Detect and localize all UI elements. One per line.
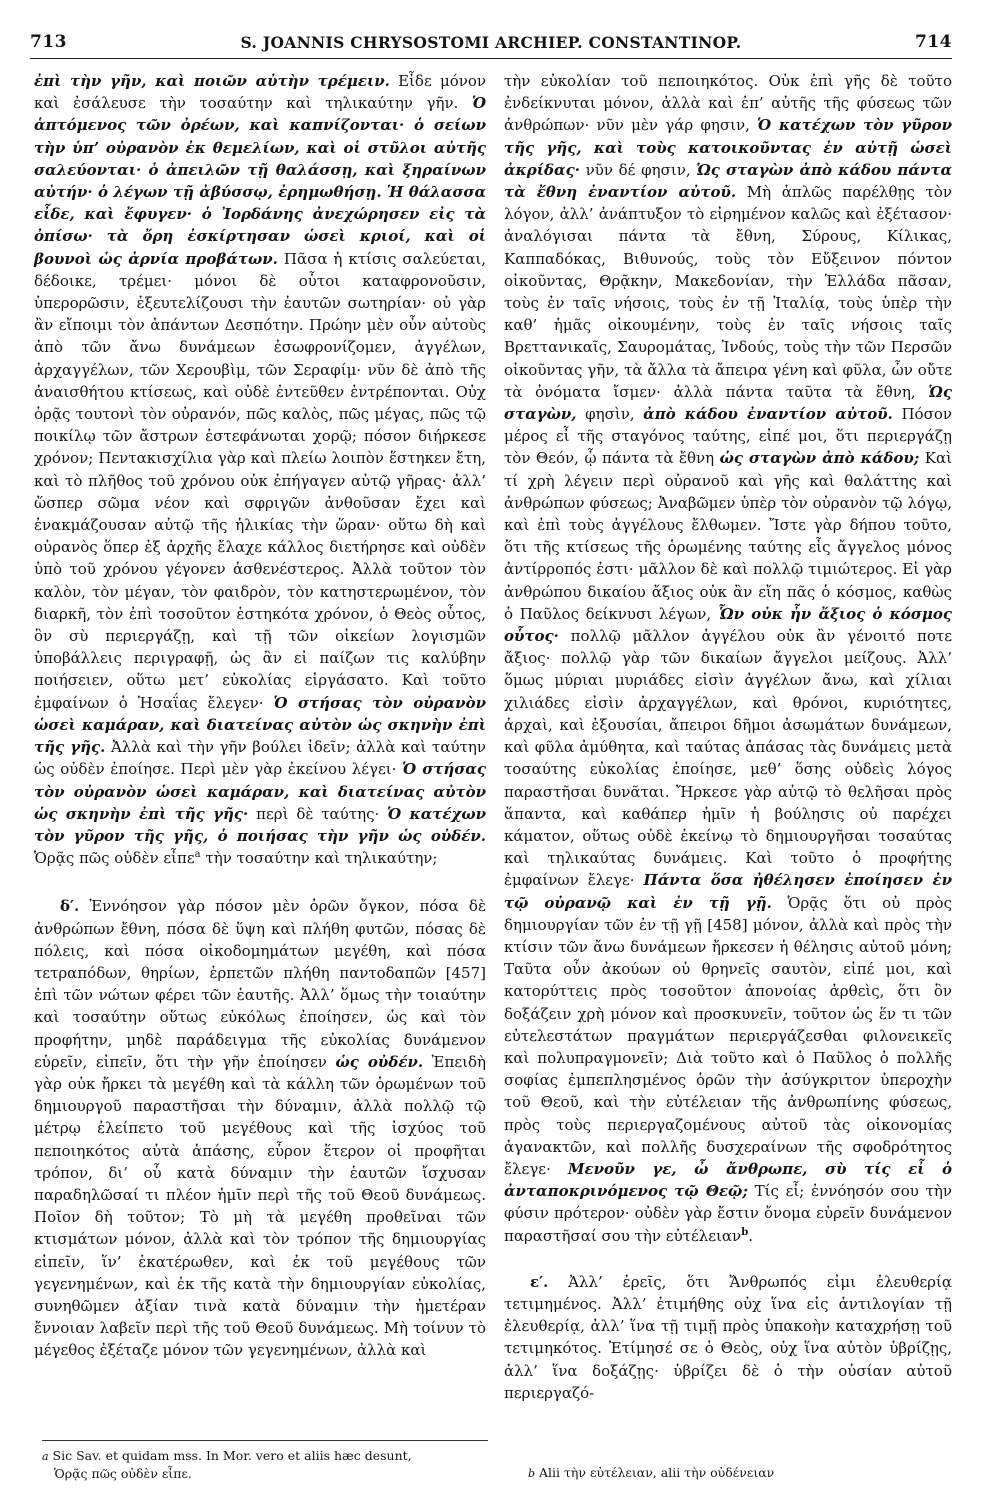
- body-text: Τίς εἶ; ἐννόησόν σου τὴν φύσιν πρότερον· οὐδὲν γὰρ ἔστιν ὄνομα εὑρεῖν δυνάμενον παραστῆσαί σου τὴν εὐτέλειαν: [504, 1182, 952, 1245]
- left-column: [34, 70, 486, 1362]
- section-number: δ′.: [60, 897, 80, 916]
- footnote-text: Sic Sav. et quidam mss. In Mor. vero et aliis hæc desunt,: [48, 1448, 412, 1463]
- footnote-a: [42, 1447, 488, 1465]
- paragraph-continued: [504, 70, 952, 1247]
- scripture-quote: Ὁ κατέχων τὸν γῦρον τῆς γῆς, καὶ τοὺς κατοικοῦντας ἐν αὐτῇ ὡσεὶ ἀκρίδας·: [504, 116, 952, 179]
- scripture-quote: Ὁ στήσας τὸν οὐρανὸν ὡσεὶ καμάραν, καὶ διατείνας αὐτὸν ὡς σκηνὴν ἐπὶ τῆς γῆς·: [34, 760, 486, 823]
- footnote-marker: a: [42, 1450, 49, 1463]
- body-text: Πόσον μέρος εἶ τῆς σταγόνος ταύτης, εἰπέ μοι, ὅτι περιεργάζῃ τὸν Θεόν, ᾧ πάντα τὰ ἔθνη: [504, 405, 952, 468]
- body-text: Ἐπειδὴ γὰρ οὐκ ἤρκει τὰ μεγέθη καὶ τὰ κάλλη τῶν ὁρωμένων τοῦ δημιουργοῦ παραστῆσαι τὴν δύναμιν, ἀλλὰ πολλῷ τῷ μέτρῳ ἐλείπετο τοῦ μεγέθους καὶ τῆς ἰσχύος τοῦ πεποιηκότος αὐτὰ ἁπάσης, εὗρον ἕτερον οἱ προφῆται τρόπον, δι’ οὗ κατὰ δύναμιν τὴν ἑαυτῶν ἴσχυσαν παραδηλῶσαί τι πλέον ἡμῖν περὶ τῆς τοῦ Θεοῦ δυνάμεως. Ποῖον δὴ τοῦτον; Τὸ μὴ τὰ μεγέθη προθεῖναι τῶν κτισμάτων μόνον, ἀλλὰ καὶ τὸν τρόπον τῆς δημιουργίας εἰπεῖν, ἵν’ ἑκατέρωθεν, καὶ ἐκ τοῦ μεγέθους τῶν γεγενημένων, καὶ ἐκ τῆς κατὰ τὴν δημιουργίαν εὐκολίας, συνηθῶμεν ἀξίαν τινὰ κατὰ δύναμιν τὴν ἡμετέραν ἔννοιαν λαβεῖν περὶ τῆς τοῦ Θεοῦ δυνάμεως. Μὴ τοίνυν τὸ μέγεθος ἐξέταζε μόνον τῶν γεγενημένων, ἀλλὰ καὶ: [34, 1052, 486, 1360]
- scripture-quote: Ὡς σταγὼν,: [504, 382, 952, 424]
- scripture-quote: Ὧν οὐκ ἦν ἄξιος ὁ κόσμος οὗτος·: [504, 604, 952, 646]
- page-reference: [457]: [445, 963, 486, 982]
- scripture-quote: Ὁ κατέχων τὸν γῦρον τῆς γῆς, ὁ ποιήσας τὴν γῆν ὡς οὐδέν.: [34, 804, 487, 845]
- body-text: Ἐννόησον γὰρ πόσον μὲν ὀρῶν ὄγκον, πόσα δὲ ἀνθρώπων ἔθνη, πόσα δὲ ὕψη καὶ πλήθη φυτῶν, πόσας δὲ πόλεις, καὶ πόσα οἰκοδομημάτων μεγέθη, καὶ πόσα τετραπόδων, θηρίων, ἑρπετῶν πλήθη παντοδαπῶν: [34, 897, 486, 982]
- scripture-quote: ὡς σταγὼν ἀπὸ κάδου;: [719, 449, 920, 468]
- body-text: νῦν δέ φησιν,: [579, 160, 697, 179]
- body-text: Πᾶσα ἡ κτίσις σαλεύεται, δέδοικε, τρέμει· μόνοι δὲ οὗτοι καταφρονοῦσιν, ὑπερορῶσιν, ἐξευτελίζουσι τὴν ἑαυτῶν σωτηρίαν· οὐ γὰρ ἂν εἴποιμι τὸν ἁπάντων Δεσπότην. Πρώην μὲν οὖν αὐτοὺς ἀπὸ τῶν ἄνω δυνάμεων ἐσωφρονίζομεν, ἀγγέλων, ἀρχαγγέλων, τῶν Χερουβὶμ, τῶν Σεραφίμ· νῦν δὲ ἀπὸ τῆς ἀναισθήτου κτίσεως, καὶ οὐδὲ ἐντεῦθεν ἐντρέπονται. Οὐχ ὁρᾷς τουτονὶ τὸν οὐρανόν, πῶς καλὸς, πῶς μέγας, πῶς τῷ ποικίλῳ τῶν ἄστρων ἐστεφάνωται χορῷ; πόσον διήρκεσε χρόνον; Πεντακισχίλια γὰρ καὶ πλείω λοιπὸν ἕστηκεν ἔτη, καὶ τὸ πλῆθος τοῦ χρόνου οὐκ ἐπήγαγεν αὐτῷ γῆρας· ἀλλ’ ὥσπερ σῶμα νέον καὶ σφριγῶν ἀνθοῦσαν ἔχει καὶ ἐνακμάζουσαν αὐτῷ τῆς ἡλικίας τὴν ὥραν· οὕτω δὴ καὶ οὐρανὸς ὅπερ ἐξ ἀρχῆς ἔλαχε κάλλος διετήρησε καὶ οὐδὲν ὑπὸ τοῦ χρόνου γέγονεν ἀσθενέστερος. Ἀλλὰ τοῦτον τὸν καλὸν, τὸν μέγαν, τὸν φαιδρὸν, τὸν κατηστερωμένον, τὸν διαρκῆ, τὸν ἐπὶ τοσοῦτον ἑστηκότα χρόνον, ὁ Θεὸς οὗτος, ὃν σὺ περιεργάζῃ, καὶ τῇ τῶν οἰκείων λογισμῶν ὑποβάλλεις περιγραφῇ, ὡς ἂν εἰ παίζων τις καλύβην ποιήσειεν, οὕτω μετ’ εὐκολίας εἰργάσατο. Καὶ τοῦτο ἐμφαίνων ὁ Ἡσαΐας ἔλεγεν·: [34, 249, 487, 712]
- body-text: πολλῷ μᾶλλον ἀγγέλου οὐκ ἂν γένοιτό ποτε ἄξιος· πολλῷ γὰρ τῶν δικαίων ἄγγελοι μείζους. Ἀλλ’ ὅμως μύριαι μυριάδες εἰσὶν ἀγγέλων ἄνω, καὶ χίλιαι χιλιάδες εἰσὶν ἀρχαγγέλων, καὶ θρόνοι, κυριότητες, ἀρχαὶ, καὶ ἐξουσίαι, ἄπειροι δῆμοι ἀσωμάτων δυνάμεων, καὶ φῦλα ἀμύθητα, καὶ ταύτας ἁπάσας τὰς δυνάμεις μετὰ τοσαύτης εὐκολίας ἐποίησε, μεθ’ ὅσης οὐδεὶς λόγος παραστῆσαι δυνᾶται. Ἤρκεσε γὰρ αὐτῷ τὸ θελῆσαι πρὸς ἅπαντα, καὶ καθάπερ ἡμῖν ἡ βούλησις οὐ παρέχει κάματον, οὕτως οὐδὲ ἐκείνῳ τὸ δημιουργῆσαι τοσαύτας καὶ τηλικαύτας δυνάμεις. Καὶ τοῦτο ὁ προφήτης ἐμφαίνων ἔλεγε·: [504, 627, 952, 890]
- scripture-quote: Πάντα ὅσα ἠθέλησεν ἐποίησεν ἐν τῷ οὐρανῷ καὶ ἐν τῇ γῇ.: [504, 871, 952, 912]
- body-text: .: [748, 1226, 753, 1245]
- body-text: φησὶν,: [576, 405, 644, 424]
- footnote-b: [528, 1464, 948, 1482]
- running-title: S. JOANNIS CHRYSOSTOMI ARCHIEP. CONSTANTINOP.: [240, 33, 742, 52]
- body-text: τὴν τοσαύτην καὶ τηλικαύτην;: [200, 849, 438, 868]
- footnote-marker[interactable]: a: [194, 849, 201, 861]
- section-paragraph: [504, 1271, 952, 1404]
- body-text: Καὶ τί χρὴ λέγειν περὶ οὐρανοῦ καὶ γῆς καὶ θαλάττης καὶ ἀνθρώπων φύσεως; Ἀναβῶμεν ὑπὲρ τὸν οὐρανὸν τῷ λόγῳ, καὶ ἐπὶ τοὺς ἀγγέλους ἔλθωμεν. Ἴστε γὰρ δήπου τοῦτο, ὅτι τῆς κτίσεως τῆς ὁρωμένης ταύτης εἷς ἄγγελος μόνος ἀντίρροπός ἐστι· μᾶλλον δὲ καὶ πολλῷ τιμιώτερος. Εἰ γὰρ ἀνθρώπου δικαίου ἄξιος οὐκ ἂν εἴη πᾶς ὁ κόσμος, καθὼς ὁ Παῦλος δείκνυσι λέγων,: [504, 449, 952, 623]
- footnote-text: Ὁρᾷς πῶς οὐδὲν εἶπε.: [54, 1466, 192, 1481]
- column-divider: [493, 64, 494, 1469]
- scripture-quote: Μενοῦν γε, ὦ ἄνθρωπε, σὺ τίς εἶ ὁ ἀνταποκρινόμενος τῷ Θεῷ;: [504, 1159, 952, 1201]
- section-paragraph: [34, 895, 486, 1361]
- body-text: Ἀλλ’ ἐρεῖς, ὅτι Ἄνθρωπός εἰμι ἐλευθερίᾳ τετιμημένος. Ἀλλ’ ἐτιμήθης οὐχ ἵνα εἰς ἀντιλογίαν τῇ ἐλευθερίᾳ, ἀλλ’ ἵνα τῇ τιμῇ πρὸς ὑπακοὴν καταχρήσῃ τοῦ τετιμηκότος. Ἐτίμησέ σε ὁ Θεὸς, οὐχ ἵνα αὐτὸν ὑβρίζῃς, ἀλλ’ ἵνα δοξάζῃς· ὑβρίζει δὲ ὁ τὴν οὐσίαν αὐτοῦ περιεργαζό-: [504, 1272, 952, 1402]
- footnote-marker[interactable]: b: [741, 1226, 749, 1238]
- scripture-quote: ἐπὶ τὴν γῆν, καὶ ποιῶν αὐτὴν τρέμειν.: [34, 72, 390, 90]
- footnote-block-right: [528, 1464, 948, 1482]
- footnote-block-left: [42, 1440, 488, 1482]
- scripture-quote: Ὡς σταγὼν ἀπὸ κάδου πάντα τὰ ἔθνη ἐναντίον αὐτοῦ.: [504, 160, 953, 202]
- body-text: Ὁρᾷς πῶς οὐδὲν εἶπε: [34, 849, 195, 868]
- scripture-quote: ἀπὸ κάδου ἐναντίον αὐτοῦ.: [643, 405, 893, 424]
- page-reference: [458]: [707, 915, 748, 934]
- body-text: μόνον, ἀλλὰ καὶ πρὸς τὴν κτίσιν τῶν ἄνω δυνάμεων ἤρκεσεν ἡ θέλησις αὐτοῦ μόνη; Ταῦτα οὖν ἀκούων οὐ θρηνεῖς σαυτὸν, εἰπέ μοι, καὶ κατορύττεις πρὸς τοσοῦτον ἀπονοίας ἀρθεὶς, ὅτι ὃν δοξάζειν χρὴ μόνον καὶ προσκυνεῖν, τοῦτον ὡς ἕν τι τῶν εὐτελεστάτων πραγμάτων περιεργάζεσθαι φιλονεικεῖς καὶ πολυπραγμονεῖν; Διὰ τοῦτο καὶ ὁ Παῦλος ὁ πολλῆς σοφίας ἐμπεπλησμένος ὁρῶν τὴν ἀσύγκριτον ὑπεροχὴν τοῦ Θεοῦ, καὶ τὴν εὐτέλειαν τῆς ἀνθρωπίνης φύσεως, πρὸς τοὺς περιεργαζομένους αὐτοῦ τὰς οἰκονομίας ἀγανακτῶν, καὶ πολλῆς δυσχεραίνων τῆς σφοδρότητος ἔλεγε·: [504, 915, 952, 1178]
- body-text: ἐπὶ τῶν νώτων φέρει τῶν ἑαυτῆς. Ἀλλ’ ὅμως τὴν τοιαύτην καὶ τοσαύτην οὕτως εὐκόλως ἐποίησεν, ὡς καὶ τὸν προφήτην, μηδὲ παράδειγμα τῆς εὐκολίας δυνάμενον εὑρεῖν, εἰπεῖν, ὅτι τὴν γῆν ἐποίησεν: [34, 986, 486, 1071]
- body-text: Εἶδε μόνον καὶ ἐσάλευσε τὴν τοσαύτην καὶ τηλικαύτην γῆν.: [34, 72, 486, 113]
- footnote-a-continuation: [42, 1465, 488, 1482]
- running-header: [30, 32, 952, 59]
- paragraph-continued: [34, 70, 486, 869]
- page-number-left: 713: [30, 32, 67, 52]
- right-column: [504, 70, 952, 1404]
- section-number: ε′.: [530, 1272, 549, 1291]
- scripture-quote: Ὁ ἁπτόμενος τῶν ὀρέων, καὶ καπνίζονται· ὁ σείων τὴν ὑπ’ οὐρανὸν ἐκ θεμελίων, καὶ οἱ στῦλοι αὐτῆς σαλεύονται· ὁ ἀπειλῶν τῇ θαλάσσῃ, καὶ ξηραίνων αὐτήν· ὁ λέγων τῇ ἀβύσσῳ, ἐρημωθήσῃ. Ἡ θάλασσα εἶδε, καὶ ἔφυγεν· ὁ Ἰορδάνης ἀνεχώρησεν εἰς τὰ ὀπίσω· τὰ ὄρη ἐσκίρτησαν ὡσεὶ κριοί, καὶ οἱ βουνοὶ ὡς ἀρνία προβάτων.: [34, 94, 486, 268]
- footnote-text: Alii τὴν εὐτέλειαν, alii τὴν οὐδένειαν: [535, 1465, 775, 1480]
- body-text: περὶ δὲ ταύτης·: [248, 804, 388, 823]
- body-text: τὴν εὐκολίαν τοῦ πεποιηκότος. Οὐκ ἐπὶ γῆς δὲ τοῦτο ἐνδείκνυται μόνον, ἀλλὰ καὶ ἐπ’ αὐτῆς τῆς φύσεως τῶν ἀνθρώπων· νῦν μὲν γάρ φησιν,: [504, 72, 952, 135]
- body-text: Μὴ ἁπλῶς παρέλθῃς τὸν λόγον, ἀλλ’ ἀνάπτυξον τὸ εἰρημένον καλῶς καὶ ἐξέτασον· ἀναλόγισαι πάντα τὰ ἔθνη, Σύρους, Κίλικας, Καππαδόκας, Βιθυνούς, τοὺς τὸν Εὔξεινον πόντον οἰκοῦντας, Θρᾷκην, Μακεδονίαν, τὴν Ἑλλάδα πᾶσαν, τοὺς ἐν ταῖς νήσοις, τοὺς ἐν τῇ Ἰταλίᾳ, τοὺς ὑπὲρ τὴν καθ’ ἡμᾶς οἰκουμένην, τοὺς ἐν ταῖς νήσοις ταῖς Βρεττανικαῖς, Σαυρομάτας, Ἰνδούς, τοὺς τὴν τῶν Περσῶν οἰκοῦντας γῆν, τὰ ἄλλα τὰ ἄπειρα γένη καὶ φῦλα, ὧν οὔτε τὰ ὀνόματα ἴσμεν· ἀλλὰ πάντα ταῦτα τὰ ἔθνη,: [504, 183, 952, 401]
- body-text: Ἀλλὰ καὶ τὴν γῆν βούλει ἰδεῖν; ἀλλὰ καὶ ταύτην ὡς οὐδὲν ἐποίησε. Περὶ μὲν γὰρ ἐκείνου λέγει·: [34, 738, 486, 779]
- body-text: Ὁρᾷς ὅτι οὐ πρὸς δημιουργίαν τῶν ἐν τῇ γῇ: [504, 893, 952, 934]
- page-number-right: 714: [915, 32, 952, 52]
- scripture-quote: ὡς οὐδέν.: [335, 1052, 424, 1071]
- footnote-marker: b: [528, 1467, 536, 1480]
- scripture-quote: Ὁ στήσας τὸν οὐρανὸν ὡσεὶ καμάραν, καὶ διατείνας αὐτὸν ὡς σκηνὴν ἐπὶ τῆς γῆς.: [34, 693, 486, 757]
